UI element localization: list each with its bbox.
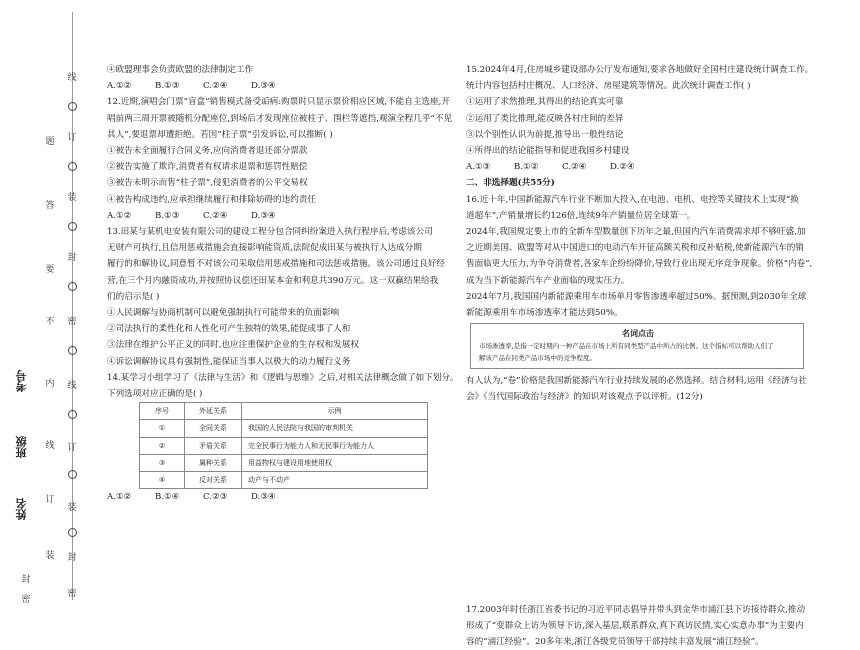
table-row	[140, 420, 428, 437]
q15-line: ①运用了求然推理,其得出的结论真实可靠	[466, 97, 624, 108]
binding-mark: 封	[67, 253, 77, 263]
q15-line: 统计内容包括村庄概况、人口经济、房屋建筑等情况。此次统计调查工作( )	[466, 81, 751, 92]
table-cell: 矛盾关系	[185, 437, 242, 454]
table-row	[140, 437, 428, 454]
q16-prompt-line: 有人认为,“卷”价格是我国新能源汽车行业持续发展的必然选择。结合材料,运用《经济与社	[466, 376, 807, 387]
table-cell: ④	[140, 472, 185, 489]
q16-line: 16.近十年,中国新能源汽车行业不断加大投入,在电池、电机、电控等关键技术上实现“换	[466, 194, 799, 205]
binding-mark: 装	[67, 193, 77, 203]
q13-line: ③法律在维护公平正义的同时,也应注重保护企业的生存权和发展权	[107, 340, 359, 351]
table-header: 示例	[242, 403, 428, 420]
q16-line: 2024年7月,我国国内新能源乘用车市场单月零售渗透率超过50%。据预测,到2030年全球	[466, 291, 807, 302]
table-header-row	[140, 403, 428, 420]
name-field: 姓名	[15, 498, 28, 520]
binding-hole	[68, 102, 77, 111]
binding-mark: 装	[67, 503, 77, 513]
table-row	[140, 454, 428, 471]
answer-option: B.①③	[155, 210, 180, 221]
exam-number-field: 考号	[15, 370, 28, 392]
binding-margin	[0, 0, 88, 608]
answer-option: A.①③	[466, 162, 491, 173]
right-column	[466, 62, 816, 650]
binding-hole	[68, 162, 77, 171]
binding-hint-char: 要	[45, 265, 55, 275]
binding-hole	[68, 470, 77, 479]
binding-hole	[68, 222, 77, 231]
answer-space	[466, 406, 816, 602]
q14-line: 下列选项对应正确的是( )	[107, 389, 203, 400]
table-cell: 属种关系	[185, 454, 242, 471]
q15-line: ④所得出的结论能指导和促进我国乡村建设	[466, 146, 630, 157]
binding-mark: 订	[67, 443, 77, 453]
binding-mark: 密	[67, 589, 77, 599]
binding-hole	[68, 410, 77, 419]
left-column	[107, 62, 459, 505]
answer-option: D.③④	[251, 81, 276, 92]
binding-hint-char: 线	[45, 441, 55, 451]
answer-option: B.①③	[155, 81, 180, 92]
answer-option: B.①②	[514, 162, 539, 173]
table-cell: ③	[140, 454, 185, 471]
binding-hint-char: 题	[45, 137, 55, 147]
binding-hint-char: 不	[45, 317, 55, 327]
answer-option: D.③④	[251, 210, 276, 221]
q16-line: 2024年,我国规定要上市的全新车型数量创下历年之最,但国内汽车消费需求却不够旺盛,加	[466, 227, 806, 238]
q15-line: ②运用了类比推理,能反映各村庄间的差异	[466, 113, 624, 124]
term-box-title: 名词点击	[622, 328, 654, 339]
answer-option: C.②④	[203, 81, 228, 92]
table-cell: 用益物权与建设用地使用权	[242, 454, 428, 471]
answer-option: D.③④	[251, 492, 276, 503]
term-box-line: 解该产品在同类产品市场中的竞争程度。	[479, 354, 596, 363]
q13-line: 13.田某与某机电安装有限公司的建设工程分包合同纠纷案进入执行程序后,考虑该公司	[107, 227, 433, 238]
table-cell: 完全民事行为能力人和无民事行为能力人	[242, 437, 428, 454]
q17-line: 形成了“变群众上访为领导下访,深入基层,联系群众,真下真访民情,实心实意办事”为主要内	[466, 620, 804, 631]
q16-line: 道超车”,产销量增长约126倍,连续9年产销量位居全球第一。	[466, 210, 696, 221]
term-box-line: 市场渗透率,是指一定时期内一种产品在市场上所有同类型产品中所占的比例。这个指标可以帮助人们了	[479, 342, 774, 351]
table-header: 外延关系	[185, 403, 242, 420]
q17-line: 容的“浦江经验”。20多年来,浙江各级党员领导干部持续丰富发展“浦江经验”。	[466, 637, 764, 648]
binding-hole	[68, 282, 77, 291]
q13-line: ①人民调解与协商机制可以避免强制执行可能带来的负面影响	[107, 308, 340, 319]
q14-answer-options	[107, 489, 447, 505]
binding-mark: 密	[67, 317, 77, 327]
binding-hint-char: 装	[45, 551, 55, 561]
binding-hint-char: 封	[21, 575, 31, 585]
q11-answer-options	[107, 78, 447, 94]
q15-line: ③以个别性认识为前提,推导出一般性结论	[466, 129, 624, 140]
answer-option: C.②③	[203, 492, 228, 503]
q13-line: ④诉讼调解协议具有强制性,能保证当事人以极大的动力履行义务	[107, 356, 351, 367]
q16-line: 成为当下新能源汽车产业面临的现实压力。	[466, 275, 630, 286]
binding-hole	[68, 528, 77, 537]
table-row	[140, 472, 428, 489]
binding-hint-char: 答	[45, 201, 55, 211]
binding-hint-char: 密	[21, 595, 31, 605]
q12-line: ②被告实施了欺诈,消费者有权请求退票和惩罚性赔偿	[107, 162, 308, 173]
q12-line: 唱前两三周开票被随机分配座位,到场后才发现座位被柱子、围栏等遮挡,观演全程几乎“不见	[107, 113, 453, 124]
table-cell: ②	[140, 437, 185, 454]
class-field: 班级	[15, 436, 28, 458]
table-cell: 反对关系	[185, 472, 242, 489]
answer-option: C.②④	[562, 162, 587, 173]
binding-hint-char: 内	[45, 379, 55, 389]
q13-line: 们的启示是( )	[107, 291, 160, 302]
q16-line: 新能源乘用车市场渗透率才能达到50%。	[466, 308, 623, 319]
binding-hint-char: 订	[45, 495, 55, 505]
table-header: 序号	[140, 403, 185, 420]
section-heading: 二、非选择题(共55分)	[466, 178, 555, 189]
q12-answer-options	[107, 208, 447, 224]
answer-option: A.①②	[107, 210, 132, 221]
binding-mark: 订	[67, 133, 77, 143]
q16-line: 之近期美国、欧盟等对从中国进口的电动汽车开征高额关税和反补贴税,使新能源汽车的销	[466, 243, 804, 254]
q17-line: 17.2003年时任浙江省委书记的习近平同志倡导并带头到金华市浦江县下访接待群众,推动	[466, 604, 806, 615]
q13-line: 无财产可执行,且信用惩戒措施会直接影响能资质,法院促成田某与被执行人达成分期	[107, 243, 422, 254]
q16-prompt-line: 会》《当代国际政治与经济》的知识对该观点予以评析。(12分)	[466, 392, 703, 403]
q14-line: 14.某学习小组学习了《法律与生活》和《逻辑与思维》之后,对相关法律概念做了如下划分。	[107, 372, 459, 383]
binding-mark: 线	[67, 73, 77, 83]
binding-mark: 线	[67, 381, 77, 391]
q15-line: 15.2024年4月,住房城乡建设部办公厅发布通知,要求各地做好全国村庄建设统计调查工作。	[466, 65, 814, 75]
q13-line: ②司法执行的柔性化和人性化可产生独特的效果,能促成事了人和	[107, 324, 351, 335]
answer-option: A.①②	[107, 81, 132, 92]
q11-option-line: ④欧盟理事会负责欧盟的法律制定工作	[107, 65, 254, 75]
q13-line: 履行的和解协议,同意暂不对该公司采取信用惩戒措施和司法惩戒措施。该公司通过良好经	[107, 259, 445, 270]
q12-line: ④被告构成违约,应承担继续履行和排除妨碍的违约责任	[107, 194, 316, 205]
q16-line: 售面临更大压力,为争夺消费者,各家车企纷纷降价,导致行业出现无序竞争现象。价格“内卷”,	[466, 259, 813, 270]
binding-mark: 封	[67, 553, 77, 563]
answer-option: D.②④	[610, 162, 635, 173]
q12-line: 其人”,要退票却遭拒绝。若因“柱子票”引发诉讼,可以推断( )	[107, 129, 333, 140]
table-cell: 动产与不动产	[242, 472, 428, 489]
q12-line: ①被告未全面履行合同义务,应向消费者退还部分票款	[107, 146, 308, 157]
q12-line: 12.近期,演唱会门票“盲盒”销售模式备受诟病:购票时只显示票价相应区域,不能自主选座,开	[107, 97, 450, 108]
concept-relation-table	[139, 402, 428, 489]
answer-option: B.①④	[155, 492, 180, 503]
table-cell: 全同关系	[185, 420, 242, 437]
table-cell: 我国的人民法院与我国的审判机关	[242, 420, 428, 437]
answer-option: C.②④	[203, 210, 228, 221]
q13-line: 营,在三个月内融资成功,并按照协议偿还田某本金和利息共390万元。这一双赢结果给我	[107, 275, 439, 286]
term-explanation-box	[470, 323, 804, 369]
answer-option: A.①②	[107, 492, 132, 503]
table-cell: ①	[140, 420, 185, 437]
q12-line: ③被告未明示而售“柱子票”,侵犯消费者的公平交易权	[107, 178, 308, 189]
q15-answer-options	[466, 159, 816, 175]
binding-hole	[68, 346, 77, 355]
